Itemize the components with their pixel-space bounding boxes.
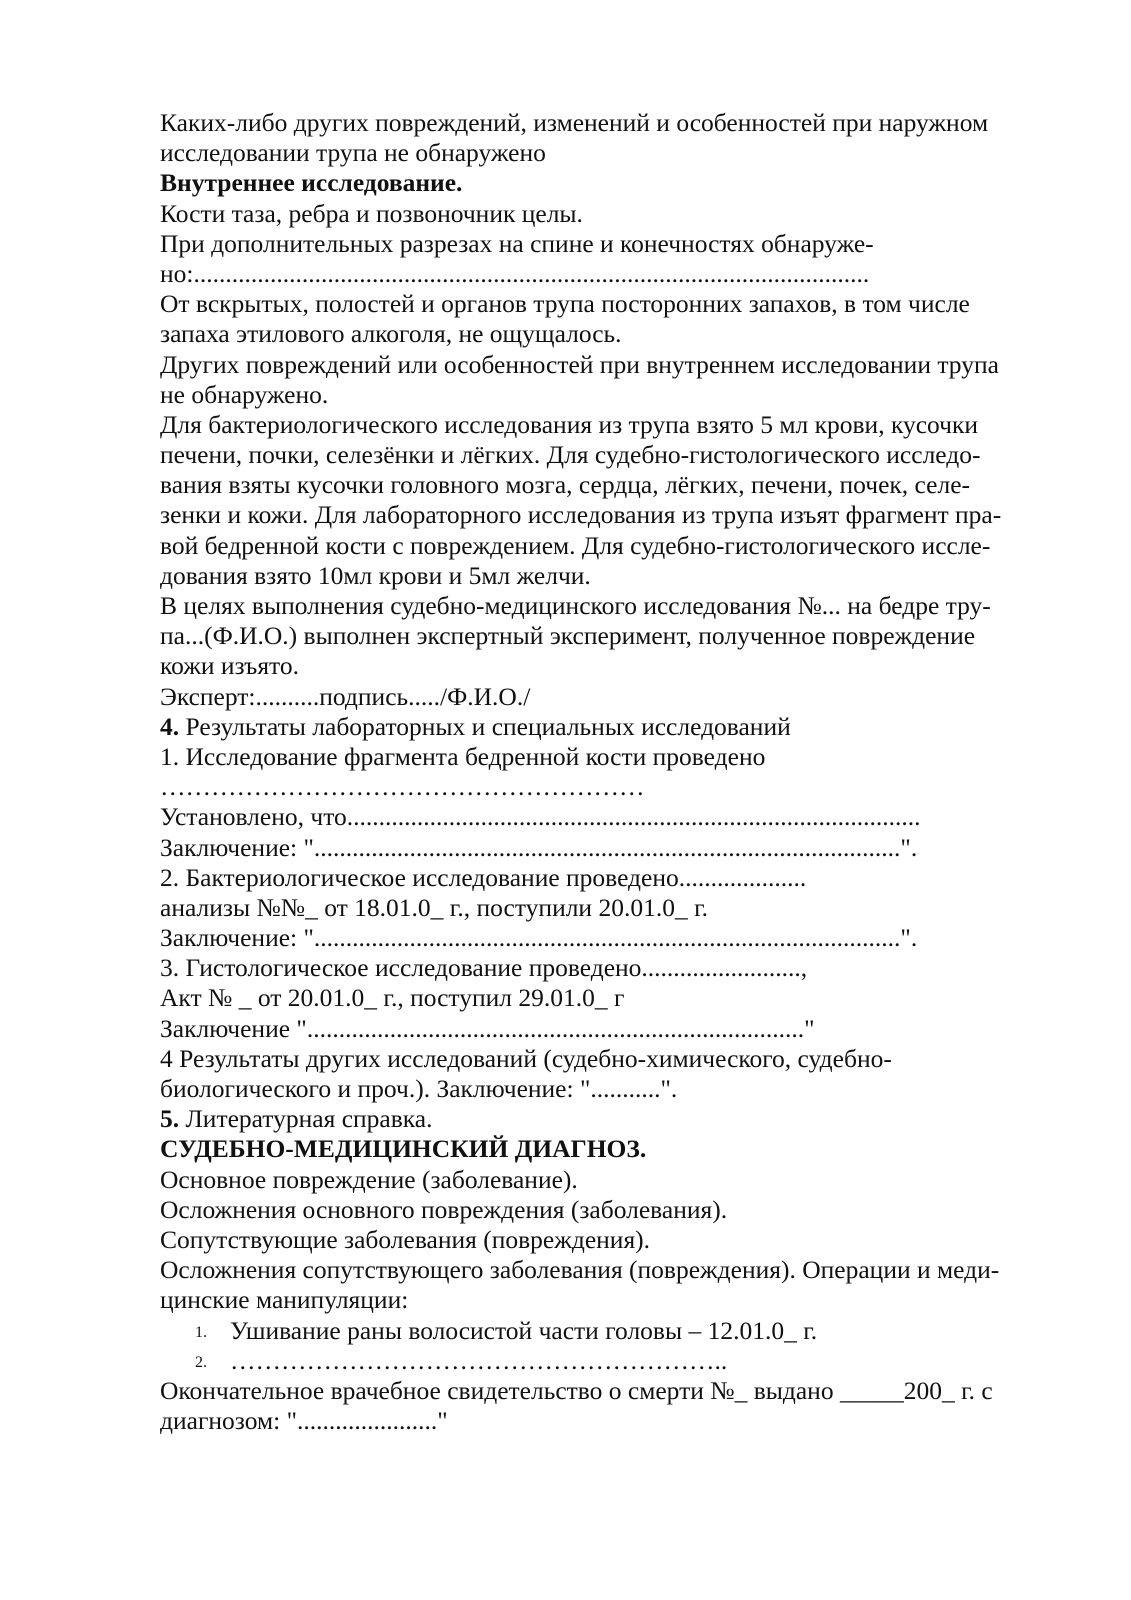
text-line: запаха этилового алкоголя, не ощущалось. [160,319,622,349]
text-line: От вскрытых, полостей и органов трупа посторонних запахов, в том числе [160,289,970,319]
text-line: не обнаружено. [160,379,329,409]
text-line: Каких-либо других повреждений, изменений и особенностей при наружном [160,108,989,137]
text-line: В целях выполнения судебно-медицинского исследования №... на бедре тру- [160,591,991,620]
text-line: Осложнения основного повреждения (заболевания). [160,1194,728,1224]
text-line: Эксперт:..........подпись...../Ф.И.О./ [160,681,531,711]
list-number: 1. [195,1323,207,1341]
text-line: Заключение: "............................................................................................". [160,832,918,862]
list-text: ………………………………………………….. [230,1345,728,1375]
text-line: диагнозом: "......................" [160,1406,448,1436]
text-line: па...(Ф.И.О.) выполнен экспертный эксперимент, полученное повреждение [160,621,976,651]
text-line: цинские манипуляции: [160,1285,409,1315]
text-line: но:.......................................................................................................... [160,258,870,288]
text-line: Заключение ".............................................................................." [160,1013,815,1043]
text-line: Акт № _ от 20.01.0_ г., поступил 29.01.0_ г [160,983,625,1013]
list-text: Ушивание раны волосистой части головы – 12.01.0_ г. [230,1315,818,1345]
text-line: печени, почки, селезёнки и лёгких. Для судебно-гистологического исследо- [160,440,981,470]
text-line: Сопутствующие заболевания (повреждения). [160,1224,651,1254]
text-line: вания взяты кусочки головного мозга, сердца, лёгких, печени, почек, селе- [160,470,971,500]
text-line: 4 Результаты других исследований (судебно-химического, судебно- [160,1043,892,1073]
text-line: зенки и кожи. Для лабораторного исследования из трупа изъят фрагмент пра- [160,500,1002,530]
text-line: Основное повреждение (заболевание). [160,1164,578,1194]
text-line: 2. Бактериологическое исследование проведено.................... [160,862,807,892]
diagnosis-heading: СУДЕБНО-МЕДИЦИНСКИЙ ДИАГНОЗ. [160,1134,647,1164]
text-line: дования взято 10мл крови и 5мл желчи. [160,560,591,590]
text-line: биологического и проч.). Заключение: "...........". [160,1074,678,1103]
section-literature [160,1104,1040,1134]
text-line: Установлено, что.......................................................................................... [160,802,921,832]
list-item [160,1316,1040,1346]
text-line: Других повреждений или особенностей при внутреннем исследовании трупа [160,349,999,379]
section-number: 4. [160,711,180,741]
text-line: анализы №№_ от 18.01.0_ г., поступили 20.01.0_ г. [160,892,709,922]
text-line: Осложнения сопутствующего заболевания (повреждения). Операции и меди- [160,1255,1000,1285]
text-line: При дополнительных разрезах на спине и конечностях обнаруже- [160,228,874,258]
text-line: Для бактериологического исследования из трупа взято 5 мл крови, кусочки [160,409,979,439]
text-line: исследовании трупа не обнаружено [160,138,546,168]
section-results [160,712,1040,742]
text-line: кожи изъято. [160,651,299,681]
text-line: 1. Исследование фрагмента бедренной кости проведено [160,741,766,771]
text-line: 3. Гистологическое исследование проведено........................., [160,953,808,983]
section-title: Результаты лабораторных и специальных исследований [179,711,791,741]
text-line: ………………………………………………… [160,772,645,802]
text-line: вой бедренной кости с повреждением. Для судебно-гистологического иссле- [160,530,991,560]
text-line: Кости таза, ребра и позвоночник целы. [160,198,583,228]
section-heading-internal: Внутреннее исследование. [160,168,463,198]
list-number: 2. [195,1353,207,1371]
text-line: Заключение: "............................................................................................". [160,923,918,953]
document-text [160,108,1040,1436]
section-title: Литературная справка. [179,1104,433,1134]
section-number: 5. [160,1104,180,1134]
list-item [160,1346,1040,1376]
text-line: Окончательное врачебное свидетельство о смерти №_ выдано _____200_ г. с [160,1375,993,1405]
